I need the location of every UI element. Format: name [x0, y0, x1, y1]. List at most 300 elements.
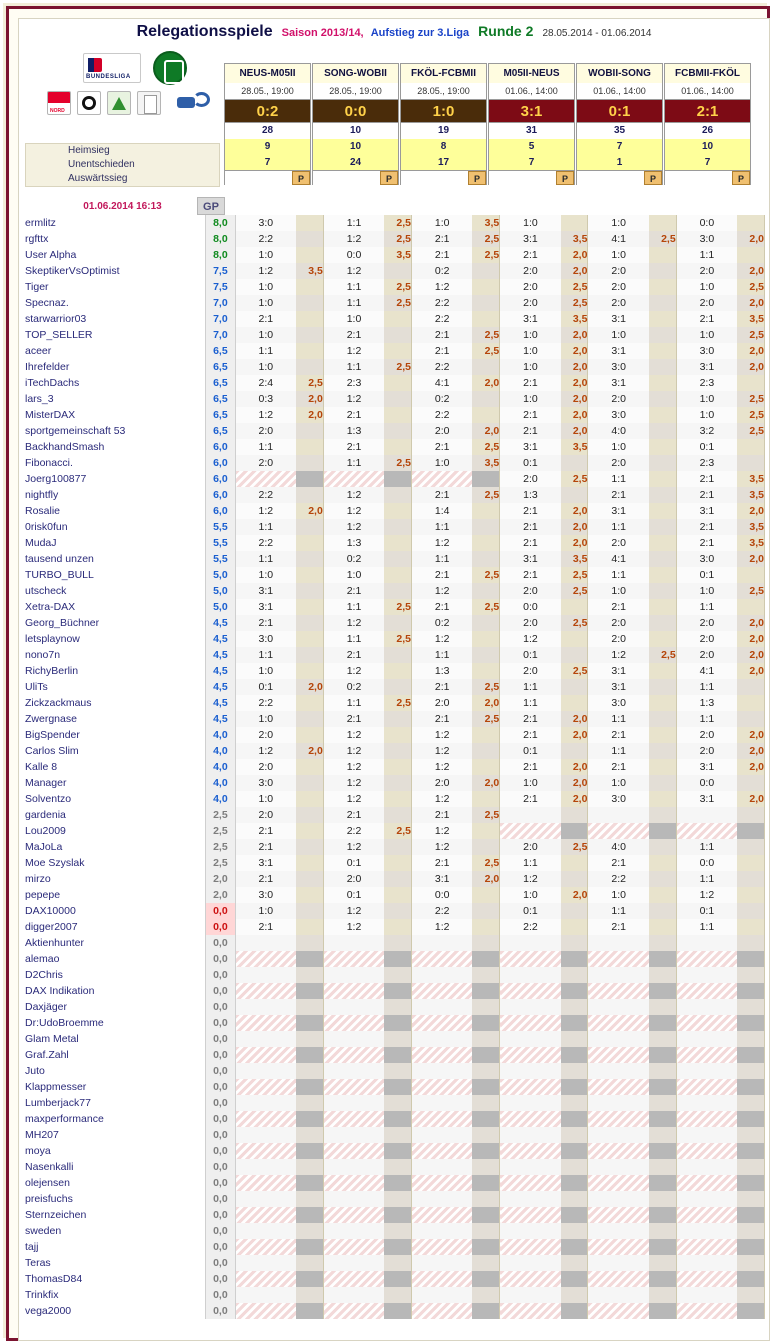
prediction-points	[384, 1287, 411, 1303]
prediction-cell: 3:1	[588, 311, 649, 327]
prediction-points	[472, 999, 499, 1015]
table-row	[25, 839, 765, 855]
prediction-points	[384, 1159, 411, 1175]
gp-value: 2,5	[206, 807, 235, 823]
prediction-cell	[323, 1079, 384, 1095]
prediction-cell: 3:1	[588, 679, 649, 695]
prediction-points	[384, 1095, 411, 1111]
prediction-cell	[323, 1207, 384, 1223]
prediction-points	[472, 1223, 499, 1239]
prediction-points	[472, 919, 499, 935]
prediction-points	[737, 1303, 764, 1319]
match-name: FCBMII-FKÖL	[664, 63, 751, 83]
prediction-cell: 1:1	[323, 295, 384, 311]
prediction-cell: 1:2	[412, 727, 473, 743]
prediction-points	[737, 1239, 764, 1255]
prediction-cell	[235, 1079, 296, 1095]
prediction-points: 2,0	[737, 359, 764, 375]
page	[18, 18, 770, 1341]
prediction-points	[737, 823, 764, 839]
gp-value: 0,0	[206, 1015, 235, 1031]
prediction-points	[737, 807, 764, 823]
prediction-points	[384, 1047, 411, 1063]
table-row	[25, 439, 765, 455]
prediction-cell: 2:2	[235, 535, 296, 551]
match-column	[488, 63, 575, 193]
prediction-points	[737, 1191, 764, 1207]
prediction-points: 2,5	[561, 583, 588, 599]
prediction-cell	[676, 1095, 737, 1111]
prediction-cell: 1:1	[676, 679, 737, 695]
prediction-points: 2,0	[561, 343, 588, 359]
prediction-points	[384, 679, 411, 695]
prediction-points: 2,5	[384, 695, 411, 711]
player-name: Manager	[25, 777, 67, 789]
prediction-points	[472, 1047, 499, 1063]
prediction-points	[649, 455, 676, 471]
prediction-cell	[500, 1095, 561, 1111]
table-row	[25, 855, 765, 871]
prediction-points	[472, 887, 499, 903]
prediction-points	[472, 647, 499, 663]
prediction-points: 2,0	[561, 711, 588, 727]
prediction-cell: 1:0	[323, 567, 384, 583]
prediction-cell	[323, 1175, 384, 1191]
prediction-points	[649, 1255, 676, 1271]
prediction-points	[737, 679, 764, 695]
prediction-cell	[412, 951, 473, 967]
prediction-cell: 2:1	[412, 599, 473, 615]
prediction-points	[649, 583, 676, 599]
prediction-points: 3,5	[737, 535, 764, 551]
player-name: aceer	[25, 345, 52, 357]
prediction-cell	[235, 1223, 296, 1239]
prediction-cell: 1:0	[412, 215, 473, 231]
prediction-points	[472, 1191, 499, 1207]
gp-value: 6,0	[206, 455, 235, 471]
prediction-points	[296, 903, 323, 919]
title-promotion: Aufstieg zur 3.Liga	[370, 27, 470, 39]
match-score: 1:0	[400, 99, 487, 123]
player-name: RichyBerlin	[25, 665, 79, 677]
prediction-points	[649, 967, 676, 983]
table-row	[25, 455, 765, 471]
prediction-cell	[588, 1063, 649, 1079]
prediction-cell: 2:1	[412, 711, 473, 727]
prediction-points	[296, 1015, 323, 1031]
match-away-count: 1	[576, 155, 663, 171]
match-date: 01.06., 14:00	[488, 83, 575, 99]
prediction-points	[737, 215, 764, 231]
prediction-points: 2,5	[472, 807, 499, 823]
prediction-points	[472, 743, 499, 759]
prediction-cell: 1:0	[676, 279, 737, 295]
prediction-points	[384, 1223, 411, 1239]
player-name: nightfly	[25, 489, 59, 501]
gp-value: 4,0	[206, 759, 235, 775]
table-row	[25, 391, 765, 407]
prediction-cell: 2:1	[412, 439, 473, 455]
prediction-cell: 2:0	[500, 295, 561, 311]
prediction-points	[296, 871, 323, 887]
prediction-points	[472, 1303, 499, 1319]
prediction-points	[296, 231, 323, 247]
prediction-points	[649, 999, 676, 1015]
prediction-points	[296, 1175, 323, 1191]
prediction-cell	[412, 1111, 473, 1127]
prediction-points: 3,5	[737, 471, 764, 487]
prediction-points	[649, 551, 676, 567]
prediction-cell: 4:0	[588, 839, 649, 855]
prediction-points	[561, 1015, 588, 1031]
points-header-label: P	[292, 171, 310, 185]
prediction-points	[737, 1255, 764, 1271]
prediction-cell	[323, 1271, 384, 1287]
football-icon	[77, 91, 101, 115]
gp-value: 6,5	[206, 375, 235, 391]
gp-value: 4,5	[206, 711, 235, 727]
player-name: Klappmesser	[25, 1081, 87, 1093]
prediction-points	[296, 279, 323, 295]
gp-value: 0,0	[206, 967, 235, 983]
prediction-cell	[235, 1207, 296, 1223]
prediction-points	[296, 1079, 323, 1095]
prediction-cell: 1:0	[235, 295, 296, 311]
prediction-points	[472, 583, 499, 599]
gp-value: 0,0	[206, 1063, 235, 1079]
prediction-cell: 2:1	[500, 567, 561, 583]
prediction-points: 2,0	[561, 775, 588, 791]
prediction-cell: 3:1	[500, 439, 561, 455]
gp-value: 0,0	[206, 951, 235, 967]
prediction-points	[296, 775, 323, 791]
match-score: 0:0	[312, 99, 399, 123]
points-header-label: P	[468, 171, 486, 185]
prediction-points	[649, 343, 676, 359]
prediction-points	[737, 775, 764, 791]
prediction-points	[561, 1143, 588, 1159]
prediction-points: 2,0	[296, 679, 323, 695]
prediction-points	[384, 1175, 411, 1191]
prediction-points	[737, 999, 764, 1015]
prediction-cell: 1:3	[323, 423, 384, 439]
prediction-cell	[500, 1127, 561, 1143]
prediction-points: 2,5	[472, 327, 499, 343]
match-draw-count: 5	[488, 139, 575, 155]
player-name: Teras	[25, 1257, 51, 1269]
prediction-cell	[412, 1159, 473, 1175]
prediction-cell: 1:2	[323, 343, 384, 359]
table-row	[25, 231, 765, 247]
points-header-cell	[664, 171, 751, 185]
prediction-cell	[676, 1143, 737, 1159]
prediction-cell: 2:2	[235, 487, 296, 503]
prediction-cell: 1:2	[323, 839, 384, 855]
prediction-cell	[588, 823, 649, 839]
prediction-cell	[588, 983, 649, 999]
prediction-cell: 1:2	[323, 263, 384, 279]
gp-value: 4,5	[206, 615, 235, 631]
prediction-points	[472, 1175, 499, 1191]
prediction-points	[296, 759, 323, 775]
prediction-cell: 3:1	[588, 663, 649, 679]
prediction-cell: 1:2	[323, 759, 384, 775]
prediction-cell: 2:0	[676, 631, 737, 647]
gp-value: 7,5	[206, 263, 235, 279]
prediction-points	[649, 887, 676, 903]
prediction-cell: 2:1	[500, 519, 561, 535]
prediction-points	[384, 519, 411, 535]
prediction-cell: 1:0	[588, 327, 649, 343]
table-row	[25, 599, 765, 615]
table-row	[25, 567, 765, 583]
table-row	[25, 1175, 765, 1191]
prediction-points	[649, 679, 676, 695]
prediction-points	[296, 455, 323, 471]
table-row	[25, 871, 765, 887]
prediction-points	[649, 599, 676, 615]
prediction-points	[296, 615, 323, 631]
table-row	[25, 1191, 765, 1207]
prediction-points	[561, 1255, 588, 1271]
prediction-cell	[412, 471, 473, 487]
prediction-points	[561, 999, 588, 1015]
prediction-points	[649, 263, 676, 279]
table-row	[25, 727, 765, 743]
prediction-cell: 2:2	[588, 871, 649, 887]
prediction-cell	[500, 1239, 561, 1255]
prediction-cell: 1:0	[235, 711, 296, 727]
prediction-points: 2,5	[561, 471, 588, 487]
prediction-cell	[323, 951, 384, 967]
prediction-points	[561, 1287, 588, 1303]
logo-strip	[25, 49, 220, 139]
prediction-cell: 2:1	[323, 583, 384, 599]
prediction-points	[649, 823, 676, 839]
prediction-cell: 3:0	[235, 775, 296, 791]
prediction-points	[296, 663, 323, 679]
prediction-points	[561, 1031, 588, 1047]
player-name: Solventzo	[25, 793, 72, 805]
prediction-cell	[235, 1159, 296, 1175]
prediction-cell: 2:2	[412, 311, 473, 327]
prediction-points	[737, 983, 764, 999]
prediction-cell	[412, 1175, 473, 1191]
prediction-points	[472, 935, 499, 951]
prediction-points: 3,5	[561, 439, 588, 455]
gp-value: 4,5	[206, 647, 235, 663]
prediction-cell	[676, 951, 737, 967]
prediction-points	[296, 1287, 323, 1303]
prediction-cell: 2:1	[323, 647, 384, 663]
gp-value: 4,0	[206, 727, 235, 743]
prediction-cell	[235, 1191, 296, 1207]
prediction-cell: 0:2	[323, 679, 384, 695]
prediction-cell: 2:1	[676, 535, 737, 551]
prediction-points	[649, 359, 676, 375]
table-row	[25, 695, 765, 711]
gp-value: 6,0	[206, 439, 235, 455]
prediction-cell: 2:1	[676, 519, 737, 535]
prediction-points: 2,5	[384, 231, 411, 247]
prediction-points	[296, 823, 323, 839]
prediction-points	[472, 359, 499, 375]
prediction-cell: 1:2	[323, 727, 384, 743]
prediction-points	[561, 487, 588, 503]
prediction-points	[649, 567, 676, 583]
prediction-points: 2,0	[296, 503, 323, 519]
table-row	[25, 807, 765, 823]
player-name: Zickzackmaus	[25, 697, 92, 709]
table-row	[25, 215, 765, 231]
prediction-cell: 2:1	[588, 599, 649, 615]
prediction-cell: 3:1	[235, 599, 296, 615]
player-name: Dr:UdoBroemme	[25, 1017, 104, 1029]
points-header-label: P	[732, 171, 750, 185]
prediction-points	[649, 439, 676, 455]
prediction-cell: 3:1	[500, 311, 561, 327]
prediction-points	[561, 1207, 588, 1223]
prediction-cell: 2:3	[676, 455, 737, 471]
prediction-points: 2,5	[561, 615, 588, 631]
match-home-count: 19	[400, 123, 487, 139]
prediction-cell	[235, 1175, 296, 1191]
player-name: Juto	[25, 1065, 45, 1077]
prediction-cell: 1:0	[588, 439, 649, 455]
prediction-points: 2,0	[737, 631, 764, 647]
prediction-points	[472, 983, 499, 999]
prediction-points	[296, 1111, 323, 1127]
prediction-cell: 2:0	[676, 743, 737, 759]
prediction-points	[649, 1287, 676, 1303]
prediction-cell	[235, 1303, 296, 1319]
player-name: MaJoLa	[25, 841, 63, 853]
prediction-cell: 2:1	[500, 791, 561, 807]
prediction-cell	[235, 951, 296, 967]
predictions-table	[25, 215, 765, 1335]
prediction-points	[649, 711, 676, 727]
prediction-cell: 3:0	[588, 359, 649, 375]
prediction-cell: 2:3	[323, 375, 384, 391]
table-row	[25, 295, 765, 311]
prediction-points	[296, 471, 323, 487]
prediction-points	[296, 247, 323, 263]
prediction-cell: 0:1	[323, 887, 384, 903]
prediction-points	[561, 1111, 588, 1127]
prediction-cell: 2:0	[500, 615, 561, 631]
prediction-cell: 1:4	[412, 503, 473, 519]
prediction-cell	[235, 1047, 296, 1063]
prediction-cell: 1:2	[323, 231, 384, 247]
prediction-points	[649, 791, 676, 807]
prediction-points	[384, 951, 411, 967]
prediction-cell: 3:0	[235, 887, 296, 903]
prediction-cell	[500, 1079, 561, 1095]
prediction-cell: 2:1	[588, 855, 649, 871]
prediction-points: 2,5	[384, 215, 411, 231]
prediction-points: 2,0	[561, 359, 588, 375]
prediction-points	[649, 935, 676, 951]
prediction-points	[737, 919, 764, 935]
gp-value: 7,0	[206, 295, 235, 311]
prediction-cell	[676, 823, 737, 839]
prediction-points	[296, 695, 323, 711]
prediction-cell: 1:2	[235, 743, 296, 759]
prediction-points	[384, 1271, 411, 1287]
player-name: Carlos Slim	[25, 745, 79, 757]
table-row	[25, 263, 765, 279]
prediction-points	[472, 519, 499, 535]
region-nord-icon	[47, 91, 71, 115]
document-icon	[137, 91, 161, 115]
prediction-points	[384, 967, 411, 983]
prediction-cell: 2:1	[235, 823, 296, 839]
gp-value: 2,5	[206, 839, 235, 855]
match-date: 28.05., 19:00	[224, 83, 311, 99]
prediction-cell: 3:1	[676, 359, 737, 375]
prediction-points	[384, 551, 411, 567]
prediction-points: 3,5	[384, 247, 411, 263]
dfb-logo-icon	[153, 51, 187, 85]
gp-value: 4,5	[206, 631, 235, 647]
gp-value: 6,5	[206, 359, 235, 375]
gp-value: 0,0	[206, 1159, 235, 1175]
player-name: moya	[25, 1145, 51, 1157]
prediction-points	[296, 343, 323, 359]
prediction-points	[561, 1271, 588, 1287]
prediction-cell: 1:0	[235, 279, 296, 295]
gp-value: 4,5	[206, 663, 235, 679]
prediction-cell: 1:1	[323, 279, 384, 295]
prediction-cell: 2:0	[588, 279, 649, 295]
prediction-points	[737, 247, 764, 263]
prediction-points	[384, 1127, 411, 1143]
prediction-cell	[676, 1287, 737, 1303]
points-header-label: P	[556, 171, 574, 185]
prediction-points	[737, 439, 764, 455]
prediction-cell: 1:3	[676, 695, 737, 711]
prediction-cell: 2:4	[235, 375, 296, 391]
prediction-points	[737, 1063, 764, 1079]
prediction-points	[737, 1031, 764, 1047]
prediction-cell: 0:2	[412, 615, 473, 631]
table-row	[25, 967, 765, 983]
player-name: Rosalie	[25, 505, 61, 517]
prediction-points: 2,5	[649, 647, 676, 663]
match-date: 28.05., 19:00	[400, 83, 487, 99]
table-row	[25, 663, 765, 679]
prediction-points	[561, 599, 588, 615]
prediction-cell	[235, 983, 296, 999]
prediction-points	[649, 279, 676, 295]
prediction-cell: 1:1	[588, 567, 649, 583]
player-name: Graf.Zahl	[25, 1049, 69, 1061]
prediction-points	[296, 839, 323, 855]
prediction-cell	[500, 1159, 561, 1175]
prediction-cell: 4:1	[676, 663, 737, 679]
prediction-cell: 1:1	[235, 343, 296, 359]
prediction-points	[384, 1079, 411, 1095]
prediction-points	[472, 407, 499, 423]
prediction-cell	[412, 983, 473, 999]
prediction-cell	[412, 967, 473, 983]
prediction-points	[561, 679, 588, 695]
prediction-points: 2,5	[649, 231, 676, 247]
prediction-points	[296, 1239, 323, 1255]
prediction-points	[296, 951, 323, 967]
prediction-points: 2,0	[472, 775, 499, 791]
prediction-cell: 2:1	[412, 327, 473, 343]
